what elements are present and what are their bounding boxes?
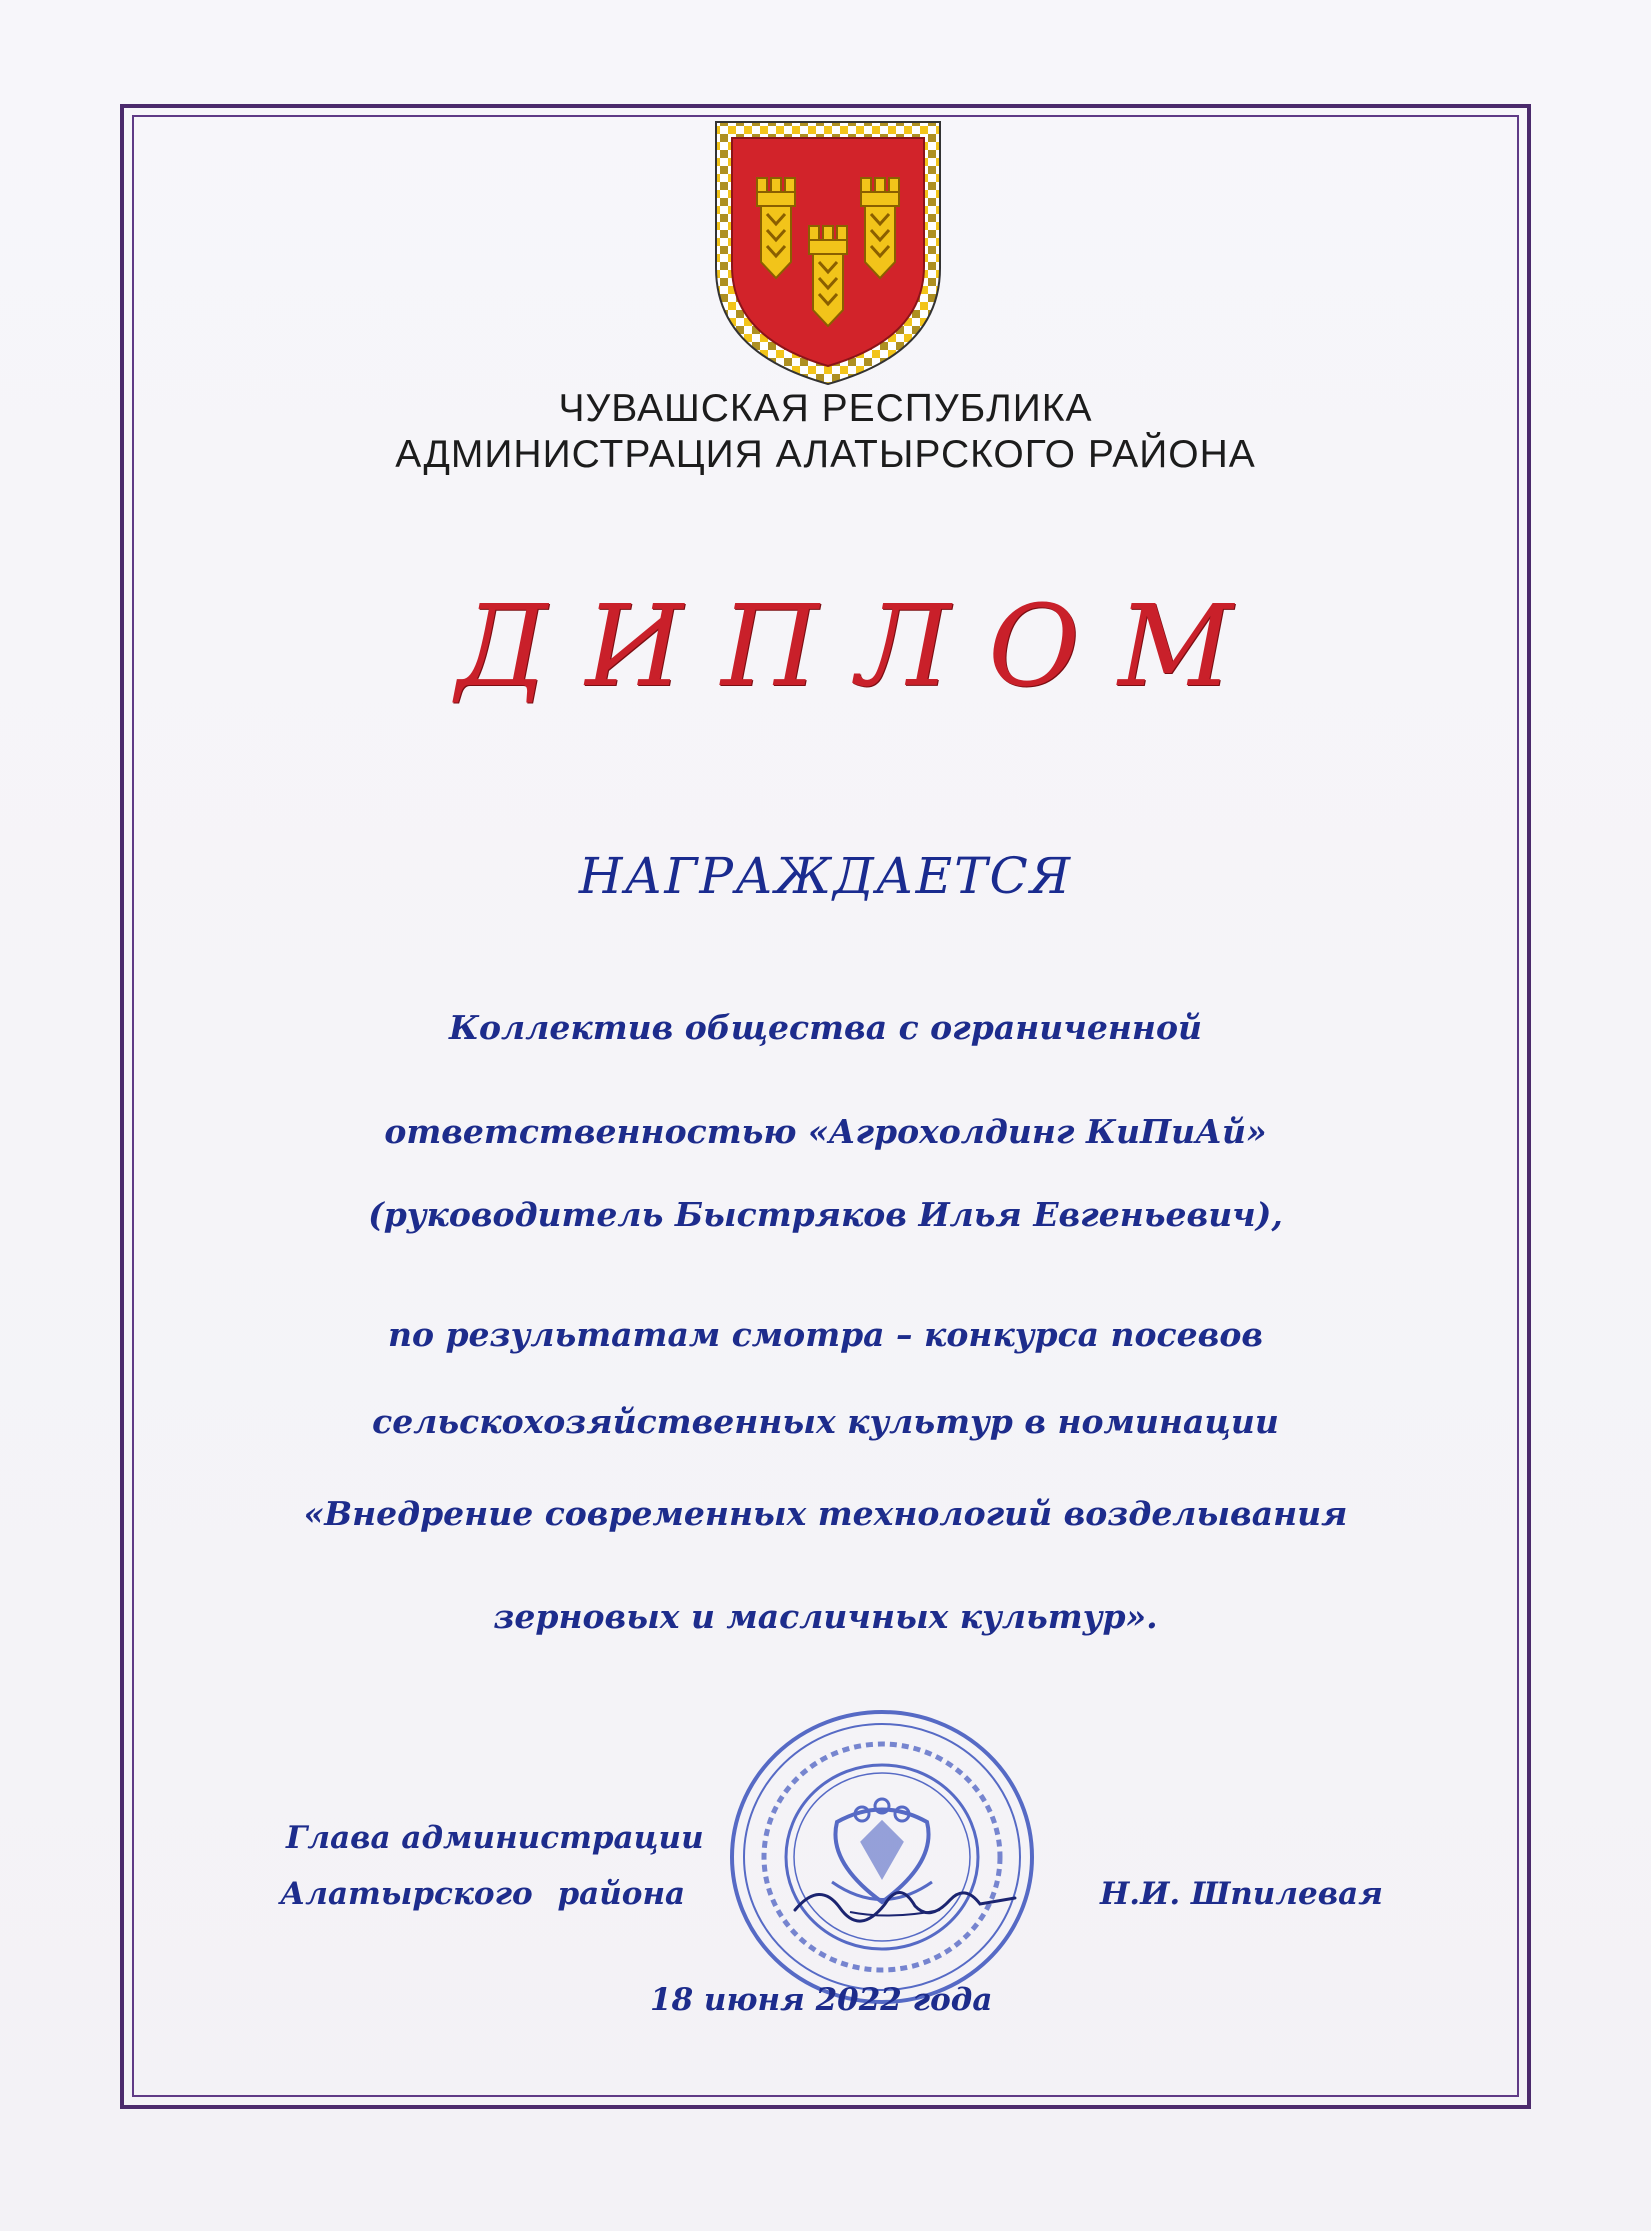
award-text-line: (руководитель Быстряков Илья Евгеньевич), [368, 1195, 1283, 1234]
official-seal-icon [722, 1702, 1042, 2012]
diploma-title: ДИПЛОМ [456, 582, 1271, 712]
issue-date: 18 июня 2022 года [650, 1982, 993, 2018]
coat-of-arms-icon [712, 118, 944, 388]
award-text-line: Коллектив общества с ограниченной [449, 1008, 1202, 1047]
award-text-line: зерновых и масличных культур». [493, 1597, 1158, 1636]
award-text-line: по результатам смотра – конкурса посевов [387, 1315, 1264, 1354]
award-text-line: «Внедрение современных технологий возделывания [303, 1494, 1348, 1533]
award-text-line: сельскохозяйственных культур в номинации [372, 1402, 1279, 1441]
award-text-line: ответственностью «Агрохолдинг КиПиАй» [384, 1112, 1267, 1151]
signatory-position-line2: Алатырского района [280, 1876, 686, 1912]
handwritten-signature [790, 1870, 1020, 1930]
administration-name: АДМИНИСТРАЦИЯ АЛАТЫРСКОГО РАЙОНА [395, 433, 1256, 476]
signatory-name: Н.И. Шпилевая [1100, 1876, 1383, 1912]
republic-name: ЧУВАШСКАЯ РЕСПУБЛИКА [558, 387, 1093, 430]
awarded-heading: НАГРАЖДАЕТСЯ [578, 847, 1073, 905]
signatory-position-line1: Глава администрации [286, 1820, 704, 1856]
